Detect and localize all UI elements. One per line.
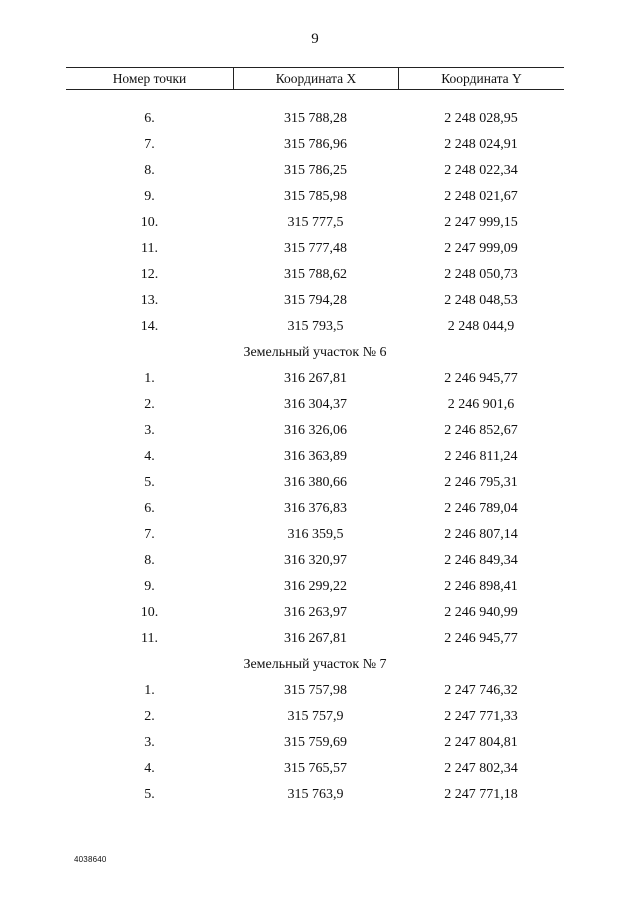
table-row [66, 548, 564, 574]
coordinate-y-cell: 2 247 804,81 [444, 735, 518, 750]
point-number-cell: 8. [144, 553, 155, 568]
point-number-cell: 7. [144, 527, 155, 542]
coordinate-x-cell: 315 765,57 [284, 761, 347, 776]
coordinate-y-cell: 2 246 807,14 [444, 527, 518, 542]
coordinate-x-cell: 315 786,25 [284, 163, 347, 178]
coordinate-x-cell: 315 788,62 [284, 267, 347, 282]
coordinate-x-cell: 316 326,06 [284, 423, 347, 438]
coordinate-y-cell: 2 246 795,31 [444, 475, 518, 490]
coordinate-y-cell: 2 248 044,9 [447, 319, 515, 334]
point-number-cell: 6. [144, 501, 155, 516]
table-row [66, 158, 564, 184]
point-number-cell: 1. [144, 371, 155, 386]
coordinate-x-cell: 316 359,5 [287, 527, 344, 542]
table-row [66, 184, 564, 210]
point-number-cell: 8. [144, 163, 155, 178]
table-row [66, 704, 564, 730]
table-row [66, 678, 564, 704]
point-number-cell: 2. [144, 397, 155, 412]
coordinate-x-cell: 316 304,37 [284, 397, 347, 412]
coordinate-y-cell: 2 246 789,04 [444, 501, 518, 516]
table-row [66, 418, 564, 444]
coordinate-x-cell: 315 788,28 [284, 111, 347, 126]
coordinates-table-body [66, 106, 564, 808]
coordinate-y-cell: 2 246 945,77 [444, 631, 518, 646]
coordinate-y-cell: 2 246 940,99 [444, 605, 518, 620]
coordinate-y-cell: 2 246 945,77 [444, 371, 518, 386]
table-header [66, 67, 564, 90]
section-title: Земельный участок № 7 [243, 657, 387, 672]
coordinate-x-cell: 315 757,98 [284, 683, 347, 698]
point-number-cell: 12. [140, 267, 159, 282]
coordinate-x-cell: 316 320,97 [284, 553, 347, 568]
coordinate-x-cell: 316 299,22 [284, 579, 347, 594]
point-number-cell: 10. [140, 605, 159, 620]
header-coordinate-x: Координата X [234, 68, 399, 89]
table-row [66, 574, 564, 600]
table-row [66, 366, 564, 392]
table-row [66, 236, 564, 262]
table-row [66, 210, 564, 236]
coordinate-x-cell: 315 794,28 [284, 293, 347, 308]
coordinate-y-cell: 2 246 898,41 [444, 579, 518, 594]
point-number-cell: 1. [144, 683, 155, 698]
section-title: Земельный участок № 6 [243, 345, 387, 360]
point-number-cell: 3. [144, 423, 155, 438]
coordinate-x-cell: 316 267,81 [284, 631, 347, 646]
header-point-number: Номер точки [66, 68, 234, 89]
coordinate-y-cell: 2 247 771,18 [444, 787, 518, 802]
point-number-cell: 4. [144, 761, 155, 776]
table-row [66, 522, 564, 548]
coordinate-y-cell: 2 247 999,09 [444, 241, 518, 256]
coordinate-x-cell: 315 786,96 [284, 137, 347, 152]
coordinate-y-cell: 2 248 028,95 [444, 111, 518, 126]
point-number-cell: 14. [140, 319, 159, 334]
table-row [66, 262, 564, 288]
table-row [66, 730, 564, 756]
table-row [66, 600, 564, 626]
point-number-cell: 10. [140, 215, 159, 230]
coordinate-y-cell: 2 246 901,6 [447, 397, 515, 412]
section-heading-row [66, 652, 564, 678]
coordinate-y-cell: 2 248 022,34 [444, 163, 518, 178]
point-number-cell: 7. [144, 137, 155, 152]
table-row [66, 626, 564, 652]
point-number-cell: 3. [144, 735, 155, 750]
page-number: 9 [311, 31, 319, 47]
point-number-cell: 2. [144, 709, 155, 724]
coordinate-x-cell: 315 777,48 [284, 241, 347, 256]
table-row [66, 470, 564, 496]
point-number-cell: 9. [144, 579, 155, 594]
point-number-cell: 11. [141, 241, 158, 256]
table-row [66, 496, 564, 522]
coordinate-y-cell: 2 248 021,67 [444, 189, 518, 204]
coordinate-x-cell: 315 793,5 [287, 319, 344, 334]
coordinate-y-cell: 2 247 746,32 [444, 683, 518, 698]
table-row [66, 132, 564, 158]
coordinate-y-cell: 2 246 811,24 [444, 449, 518, 464]
table-row [66, 106, 564, 132]
table-row [66, 782, 564, 808]
table-row [66, 392, 564, 418]
coordinate-x-cell: 315 757,9 [287, 709, 344, 724]
coordinate-y-cell: 2 247 999,15 [444, 215, 518, 230]
coordinate-x-cell: 316 376,83 [284, 501, 347, 516]
section-heading-row [66, 340, 564, 366]
coordinate-x-cell: 316 263,97 [284, 605, 347, 620]
document-id: 4038640 [74, 855, 107, 864]
coordinate-x-cell: 315 785,98 [284, 189, 347, 204]
point-number-cell: 13. [140, 293, 159, 308]
coordinate-x-cell: 315 763,9 [287, 787, 344, 802]
coordinate-x-cell: 316 363,89 [284, 449, 347, 464]
coordinate-x-cell: 316 380,66 [284, 475, 347, 490]
header-coordinate-y: Координата Y [441, 70, 522, 86]
point-number-cell: 9. [144, 189, 155, 204]
coordinate-x-cell: 316 267,81 [284, 371, 347, 386]
coordinate-y-cell: 2 246 849,34 [444, 553, 518, 568]
point-number-cell: 5. [144, 787, 155, 802]
point-number-cell: 5. [144, 475, 155, 490]
table-row [66, 444, 564, 470]
coordinate-y-cell: 2 247 802,34 [444, 761, 518, 776]
coordinate-y-cell: 2 248 050,73 [444, 267, 518, 282]
point-number-cell: 6. [144, 111, 155, 126]
coordinate-y-cell: 2 248 024,91 [444, 137, 518, 152]
point-number-cell: 11. [141, 631, 158, 646]
coordinate-y-cell: 2 246 852,67 [444, 423, 518, 438]
coordinate-x-cell: 315 759,69 [284, 735, 347, 750]
coordinate-y-cell: 2 247 771,33 [444, 709, 518, 724]
table-row [66, 756, 564, 782]
coordinate-x-cell: 315 777,5 [287, 215, 344, 230]
point-number-cell: 4. [144, 449, 155, 464]
coordinate-y-cell: 2 248 048,53 [444, 293, 518, 308]
table-row [66, 288, 564, 314]
table-row [66, 314, 564, 340]
